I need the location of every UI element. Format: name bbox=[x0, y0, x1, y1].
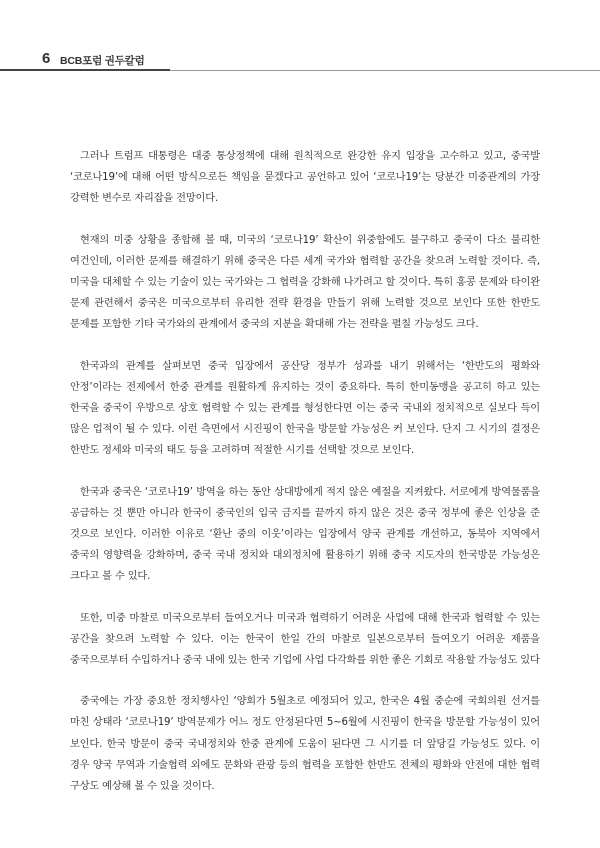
paragraph: 중국에는 가장 중요한 정치행사인 ‘양회가 5월초로 예정되어 있고, 한국은 4월 중순에 국회의원 선거를 마친 상태라 ‘코로나19’ 방역문제가 어느 정도 안정된다면 5~6월에 시진핑이 한국을 방문할 가능성이 있어 보인다. 한국 방문이 중국 국내정치와 한중 관계에 도움이 된다면 그 시기를 더 앞당길 가능성도 있다. 이 경우 양국 무역과 기술협력 외에도 문화와 관광 등의 협력을 포함한 한반도 전체의 평화와 안전에 대한 협력 구상도 예상해 볼 수 있을 것이다. bbox=[70, 696, 540, 793]
paragraph: 한국과의 관계를 살펴보면 중국 입장에서 공산당 정부가 성과를 내기 위해서는 ‘한반도의 평화와 안정’이라는 전제에서 한중 관계를 원활하게 유지하는 것이 중요하다. 특히 한미동맹을 공고히 하고 있는 한국을 중국이 우방으로 상호 협력할 수 있는 관계를 형성한다면 이는 중국 국내외 정치적으로 실보다 득이 많은 업적이 될 수 있다. 이런 측면에서 시진핑이 한국을 방문할 가능성은 커 보인다. 단지 그 시기의 결정은 한반도 정세와 미국의 태도 등을 고려하며 적절한 시기를 선택할 것으로 보인다. bbox=[70, 360, 540, 457]
paragraph: 또한, 미중 마찰로 미국으로부터 들여오거나 미국과 협력하기 어려운 사업에 대해 한국과 협력할 수 있는 공간을 찾으려 노력할 수 있다. 이는 한국이 한일 간의 마찰로 일본으로부터 들여오기 어려운 제품을 중국으로부터 수입하거나 중국 내에 있는 한국 기업에 사업 다각화를 위한 좋은 기회로 작용할 가능성도 있다 bbox=[70, 612, 540, 667]
paragraph: 그러나 트럼프 대통령은 대중 통상정책에 대해 원칙적으로 완강한 유지 입장을 고수하고 있고, 중국발 ‘코로나19’에 대해 어떤 방식으로든 책임을 묻겠다고 공언하고 있어 ‘코로나19’는 당분간 미중관계의 가장 강력한 변수로 자리잡을 전망이다. bbox=[70, 151, 540, 205]
page-number: 6 bbox=[42, 50, 51, 67]
article-body bbox=[70, 146, 540, 817]
page-header bbox=[0, 48, 600, 72]
header-rule-dark bbox=[0, 69, 170, 71]
series-title: BCB포럼 권두칼럼 bbox=[60, 55, 145, 67]
paragraph: 한국과 중국은 ‘코로나19’ 방역을 하는 동안 상대방에게 적지 않은 예절을 지켜왔다. 서로에게 방역물품을 공급하는 것 뿐만 아니라 한국이 중국인의 입국 금지를 끝까지 하지 않은 것은 중국 정부에 좋은 인상을 준 것으로 보인다. 이러한 이유로 ‘환난 중의 이웃’이라는 입장에서 양국 관계를 개선하고, 동북아 지역에서 중국의 영향력을 강화하며, 중국 국내 정치와 대외정치에 활용하기 위해 중국 지도자의 한국방문 가능성은 크다고 볼 수 있다. bbox=[70, 486, 540, 583]
paragraph: 현재의 미중 상황을 종합해 볼 때, 미국의 ‘코로나19’ 확산이 위중함에도 불구하고 중국이 다소 불리한 여건인데, 이러한 문제를 해결하기 위해 중국은 다른 세계 국가와 협력할 공간을 찾으려 노력할 것이다. 즉, 미국을 대체할 수 있는 기술이 있는 국가와는 그 협력을 강화해 나가려고 할 것이다. 특히 홍콩 문제와 타이완 문제 관련해서 중국은 미국으로부터 유리한 전략 환경을 만들기 위해 노력할 것으로 보인다 또한 한반도 문제를 포함한 기타 국가와의 관계에서 중국의 지분을 확대해 가는 전략을 펼칠 가능성도 크다. bbox=[70, 234, 540, 331]
header-rule-light bbox=[170, 70, 600, 71]
